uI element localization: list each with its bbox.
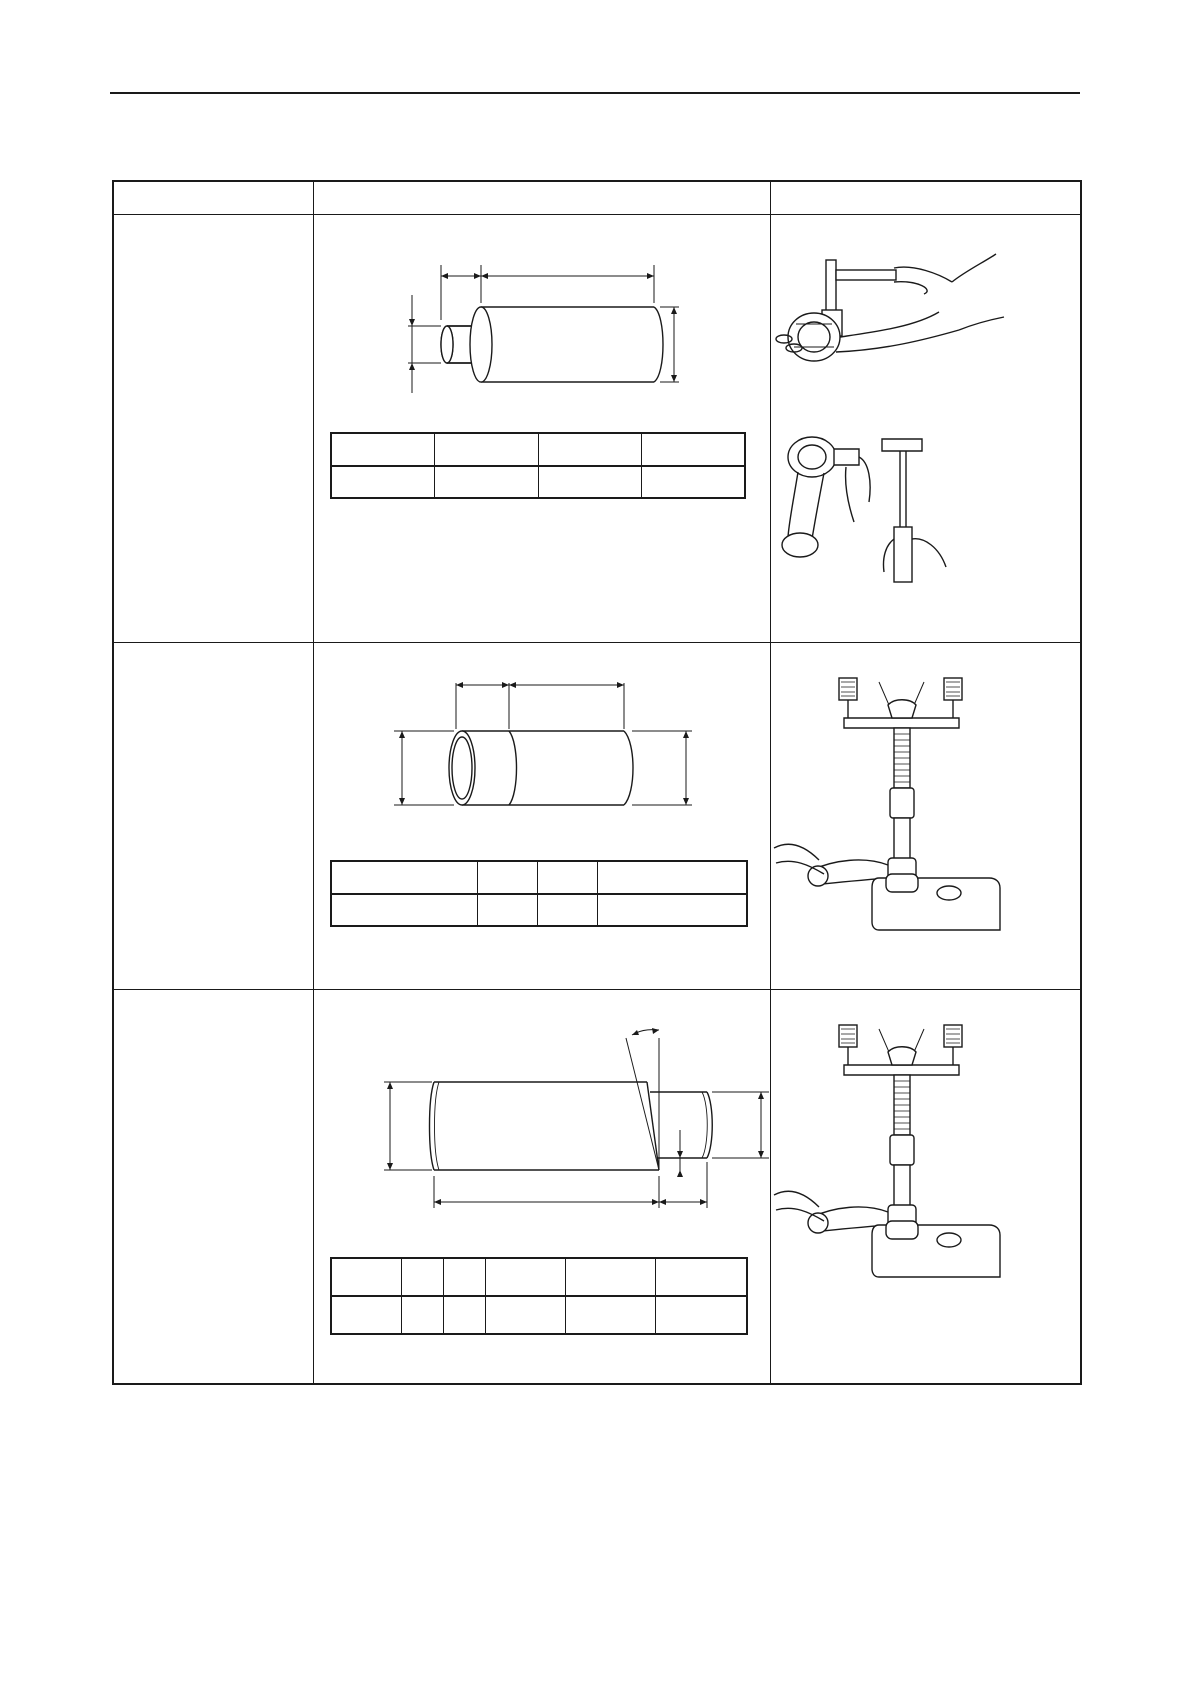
spec-value: [485, 1296, 565, 1334]
spec-value: [642, 466, 746, 499]
spec-header: [435, 433, 539, 466]
connecting-rod-bushing-hammer-illustration: [774, 427, 1074, 582]
spec-value: [565, 1296, 655, 1334]
spec-value: [443, 1296, 485, 1334]
header-rule: [110, 92, 1080, 94]
column-header: [114, 182, 313, 215]
piston-pin-removal-illustration: [774, 242, 1074, 392]
spec-value: [655, 1296, 747, 1334]
angled-bushing-tool-drawing: [314, 990, 769, 1220]
spec-value: [331, 1296, 401, 1334]
spec-header: [331, 861, 477, 894]
spec-header: [537, 861, 597, 894]
spec-table: [330, 860, 748, 927]
spec-header: [642, 433, 746, 466]
spec-header: [655, 1258, 747, 1296]
table-row-3: [114, 990, 313, 1385]
spec-value: [477, 894, 537, 927]
spec-header: [485, 1258, 565, 1296]
spec-value: [597, 894, 747, 927]
table-row-1: [114, 215, 313, 642]
spec-value: [537, 894, 597, 927]
spec-value: [435, 466, 539, 499]
table-row-2: [114, 643, 313, 989]
spec-table: [330, 432, 746, 499]
bushing-press-illustration: [774, 660, 1074, 940]
column-header: [770, 182, 1082, 215]
tool-table: [112, 180, 1082, 1385]
column-divider: [770, 182, 771, 1383]
spec-header: [401, 1258, 443, 1296]
spec-header: [443, 1258, 485, 1296]
spec-header: [331, 433, 435, 466]
spec-table: [330, 1257, 748, 1335]
spec-header: [597, 861, 747, 894]
spec-header: [565, 1258, 655, 1296]
column-header: [313, 182, 770, 215]
spec-header: [538, 433, 642, 466]
bushing-tool-drawing: [314, 643, 769, 843]
spec-header: [331, 1258, 401, 1296]
spec-value: [538, 466, 642, 499]
spec-value: [401, 1296, 443, 1334]
spec-value: [331, 894, 477, 927]
bushing-press-illustration: [774, 1007, 1074, 1287]
spec-header: [477, 861, 537, 894]
spec-value: [331, 466, 435, 499]
